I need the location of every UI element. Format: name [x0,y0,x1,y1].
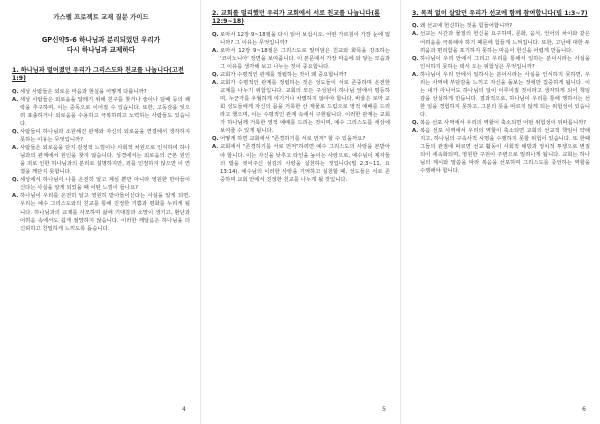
question-item [12,128,190,144]
question-item [412,22,590,30]
question-marker: Q. [412,119,419,126]
answer-marker: A. [412,128,419,135]
question-marker: Q. [12,129,19,136]
question-text: 어떻게 하면 교회에서 "존경하기를 서로 먼저" 할 수 있을까요? [220,136,366,143]
question-item [412,119,590,127]
answer-item [12,144,190,176]
qa-list [412,22,590,175]
answer-item [212,79,390,135]
answer-item [412,127,590,175]
answer-marker: A. [412,31,419,38]
answer-text: 로마서 12장 9~18절은 그리스도로 말미암은 친교와 화목을 강조하는 '코이노니아' 장면을 보여줍니다. 이 본문에서 가장 마음에 와 닿는 모습과 그 이유를 생각해 보고 나누는 것이 중요합니다. [220,47,390,70]
question-item [12,88,190,96]
page-5 [200,0,400,424]
answer-text: 세상 사람들은 외로움을 달래기 위해 친구를 찾거나 술이나 담배 등의 쾌락을 추구하며, 이는 중독으로 이어질 수 있습니다. 또한, 고독감을 잊으려 표출하거나 외로움을 수용하고 극복하려고 노력하는 사람들도 있습니다. [20,96,190,127]
lesson-title-line-1: GP신약5-6 하나님과 분리되었던 우리가 [41,36,161,44]
question-marker: Q. [412,23,419,30]
page-number: 6 [582,406,586,413]
lesson-title-line-2: 다시 하나님과 교제하다 [66,46,136,54]
answer-marker: A. [12,96,19,103]
answer-text: 교회가 수평적인 관계를 정립하는 것은 성도들이 서로 존중하며 온전한 교제를 나누기 위함입니다. 교회의 모든 구성원이 하나님 앞에서 평등하며, 누군가를 우월하게 여기거나 차별하지 않아야 합니다. 바울은 로마 교회 성도들에게 자신의 몸을 거룩한 산 제물로 드림으로 영적 예배를 드리라고 했으며, 이는 수평적인 관계 속에서 구현됩니다. 이러한 관계는 교회가 하나님께 거룩한 영적 예배를 드리는 것이며, 예수 그리스도를 세상에 보여줄 수 있게 됩니다. [220,80,390,135]
page-4 [0,0,200,424]
question-text: 하나님이 우리 안에서 그리고 우리를 통해서 일하는 분이시라는 사실을 인식하지 못하는 데서 오는 위험성은 무엇입니까? [420,55,590,70]
question-text: 교회가 수평적인 관계를 정립하는 것이 왜 중요합니까? [220,72,347,79]
question-item [212,71,390,79]
answer-item [412,71,590,119]
question-item [12,176,190,192]
question-marker: Q. [12,88,19,95]
question-text: 세상 사람들은 외로운 마음과 현실을 어떻게 다룹니까? [20,88,147,95]
question-item [212,135,390,143]
question-marker: Q. [212,31,219,38]
question-text: 사람들이 하나님과 소원해진 관계와 자신의 외로움을 연결해서 생각하지 못하는 이유는 무엇입니까? [20,129,190,144]
guide-title: 가스펠 프로젝트 교재 질문 가이드 [53,13,149,21]
answer-marker: A. [212,80,219,87]
answer-marker: A. [212,47,219,54]
question-marker: Q. [212,136,219,143]
answer-item [12,192,190,232]
page-number: 5 [382,406,386,413]
answer-marker: A. [12,193,19,200]
question-marker: Q. [212,72,219,79]
page-number: 4 [182,406,186,413]
question-text: 왜 선교에 헌신하는 것을 힘들어합니까? [420,23,513,30]
answer-item [212,47,390,71]
question-text: 세상에서 하나님이 나를 온전히 알고 계심 뿐만 아니라 영원한 반아들이신다는 사실을 알게 되었을 때 어떤 느낌이 들나요? [20,177,190,192]
section-heading: 1. 하나님과 멀어졌던 우리가 그리스도와 친교를 나눕니다(고전 1:9) [12,67,184,83]
section-heading: 2. 교회를 멀리했던 우리가 교회에서 서로 친교를 나눕니다(롬 12:9~18) [212,10,381,26]
answer-text: 선교는 시간과 물질의 헌신을 요구하며, 문화, 음식, 언어의 차이와 같은 어려움을 극복해야 하기 때문에 힘들게 느껴집니다. 또한, 고난에 대한 두려움과 편리함을 포기하지 못하는 마음이 헌신을 어렵게 만듭니다. [420,31,590,54]
qa-list [212,31,390,184]
page-6 [400,0,600,424]
question-marker: Q. [412,55,419,62]
answer-marker: A. [212,144,219,151]
answer-text: 복음 선포 사역에서 우리의 역할이 축소되면 교회의 선교적 책임이 약해지고, 하나님의 구속사적 사명을 수행하지 못할 위험이 있습니다. 또 한때 그들의 관점에 따르면 선교 활동이 사회적 해방과 정치적 투쟁으로 변질되어 세속화되며, 영원한 구원이 주변으로 밀려나게 됩니다. 교회는 하나님의 계시와 말씀을 따라 복음을 선포하며 그리스도를 증언하는 역할을 수행해야 합니다. [420,128,590,175]
answer-item [212,143,390,183]
answer-text: 하나님이 우리를 온전히 알고 영원히 받아들이신다는 사실을 알게 되면, 우리는 예수 그리스도와의 친교를 통해 진정한 기쁨과 평화를 누리게 됩니다. 하나님과의 교제를 사모하며 삶에 기대감과 소망이 생기고, 환난과 어려움 속에서도 쉽게 절망하지 않습니다. 이러한 깨달음은 하나님을 더 신뢰하고 친밀하게 느끼도록 돕습니다. [20,193,190,232]
answer-text: 사람들은 외로움을 단지 감정적 느낌이나 사회적 차원으로 인식하여 하나님과의 관계에서 원인을 찾지 않습니다. 성경에서는 외로움의 근본 원인을 죄로 인한 하나님과의 분리로 설명하지만, 죄를 인정하지 않으면 이 연결을 깨닫지 못합니다. [20,145,190,176]
question-marker: Q. [12,177,19,184]
question-text: 로마서 12장 9~18절을 다시 읽어 보십시오. 어떤 가르침이 가장 눈에 띕니까? 그 이유는 무엇입니까? [220,31,390,46]
lesson-title [12,35,190,55]
answer-item [12,96,190,128]
answer-text: 교회에서 "존경하기를 서로 먼저"하려면 예수 그리스도의 사랑을 본받아야 합니다. 이는 자신을 낮추고 타인을 높이는 사랑으로, 예수님이 제자들의 발을 씻어주신 섬김의 사랑을 실천하는 것입니다(빌 2:3~11, 요 13:14). 예수님의 이러한 사랑을 기억하고 실천할 때, 성도들은 서로 존중하며 교회 안에서 진정한 친교를 나누게 될 것입니다. [220,144,390,183]
answer-marker: A. [12,145,19,152]
answer-text: 하나님이 우리 안에서 일하시는 분이시라는 사실을 인식하지 못하면, 우리는 사역에 부담감을 느끼고 자신을 돌보는 것에만 집중하게 됩니다. 이는 내가 아니어도 하나님의 일이 이루어질 것이라고 생각하게 되어 책임감을 상실하게 만듭니다. 결과적으로, 하나님이 우리를 통해 행하시는 선한 일을 경험하지 못하고, 그분의 뜻을 따르지 않게 되는 위험성이 있습니다. [420,71,590,118]
question-item [412,55,590,71]
qa-list [12,88,190,233]
section-heading: 3. 목적 없이 살았던 우리가 선교에 함께 참여합니다(빌 1:3~7) [412,10,588,17]
answer-item [412,30,590,54]
question-text: 복음 선포 사역에서 우리의 역할이 축소되면 어떤 위험성이 뒤따릅니까? [420,119,587,126]
answer-marker: A. [412,71,419,78]
question-item [212,31,390,47]
